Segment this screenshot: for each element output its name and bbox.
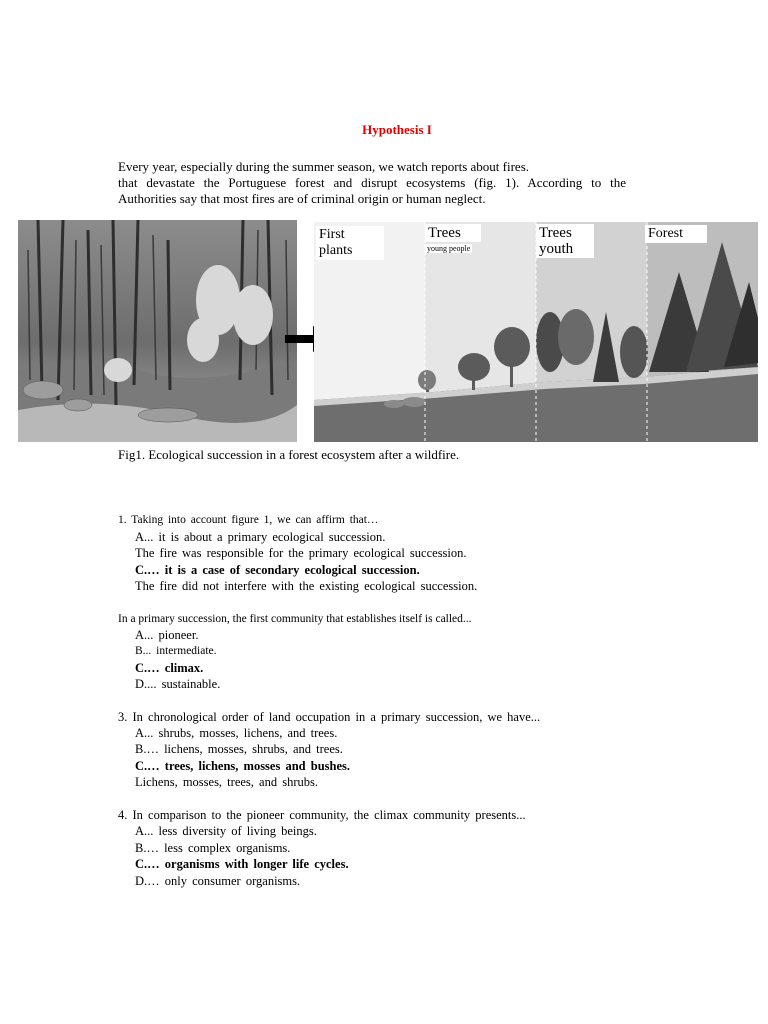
- question-2-option-b: B... intermediate.: [135, 645, 217, 657]
- question-1-option-d: The fire did not interfere with the existing ecological succession.: [135, 579, 478, 593]
- question-3-stem: 3. In chronological order of land occupation in a primary succession, we have...: [118, 710, 541, 724]
- intro-line-2: that devastate the Portuguese forest and disrupt ecosystems (fig. 1). According to the: [118, 175, 626, 190]
- question-4-option-a: A... less diversity of living beings.: [135, 824, 317, 838]
- question-1-option-b: The fire was responsible for the primary ecological succession.: [135, 546, 467, 560]
- question-2-stem: In a primary succession, the first community that establishes itself is called...: [118, 613, 472, 625]
- question-1-option-c: C.… it is a case of secondary ecological succession.: [135, 563, 420, 577]
- intro-line-3: Authorities say that most fires are of criminal origin or human neglect.: [118, 191, 486, 206]
- question-4-stem: 4. In comparison to the pioneer community, the climax community presents...: [118, 808, 526, 822]
- question-2-option-c: C.… climax.: [135, 661, 204, 675]
- question-3-option-a: A... shrubs, mosses, lichens, and trees.: [135, 726, 338, 740]
- stage-label-first-plants: First plants: [316, 226, 384, 260]
- question-3-option-b: B.… lichens, mosses, shrubs, and trees.: [135, 742, 343, 756]
- question-4-option-c: C.… organisms with longer life cycles.: [135, 857, 349, 871]
- question-2-option-a: A... pioneer.: [135, 628, 199, 642]
- intro-line-1: Every year, especially during the summer season, we watch reports about fires.: [118, 159, 530, 174]
- succession-diagram: [314, 222, 758, 442]
- burned-forest-photo: [18, 220, 297, 442]
- question-4-option-b: B.… less complex organisms.: [135, 841, 291, 855]
- question-2-option-d: D.... sustainable.: [135, 677, 221, 691]
- stage-label-trees-young: Trees: [425, 224, 481, 242]
- question-1-option-a: A... it is about a primary ecological succession.: [135, 530, 386, 544]
- page-title: Hypothesis I: [362, 122, 432, 137]
- figure-caption: Fig1. Ecological succession in a forest ecosystem after a wildfire.: [118, 447, 460, 462]
- question-1-stem: 1. Taking into account figure 1, we can affirm that…: [118, 514, 379, 526]
- question-3-option-c: C.… trees, lichens, mosses and bushes.: [135, 759, 350, 773]
- question-4-option-d: D.… only consumer organisms.: [135, 874, 301, 888]
- question-3-option-d: Lichens, mosses, trees, and shrubs.: [135, 775, 318, 789]
- stage-sublabel-young-people: young people: [427, 244, 471, 253]
- stage-label-trees-youth: Trees youth: [536, 224, 594, 258]
- stage-label-forest: Forest: [645, 225, 707, 243]
